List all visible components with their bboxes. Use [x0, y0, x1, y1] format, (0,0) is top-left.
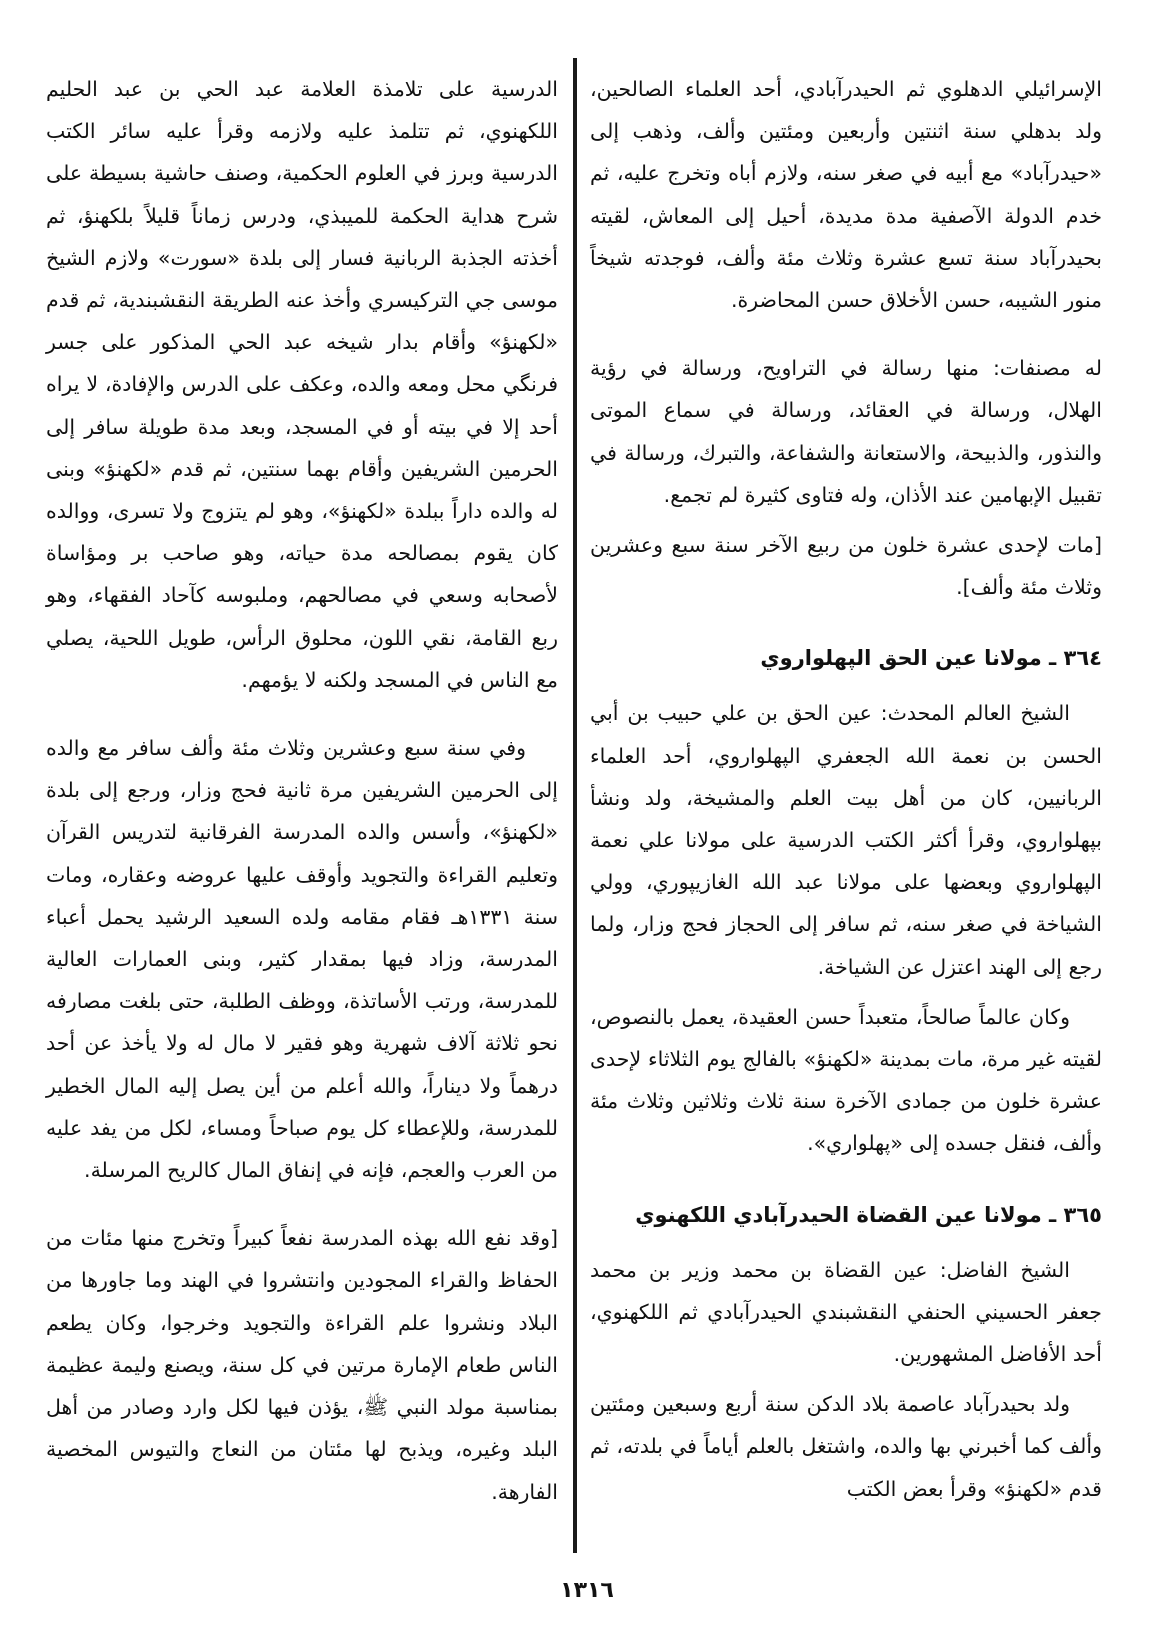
- paragraph: له مصنفات: منها رسالة في التراويح، ورسالة في رؤية الهلال، ورسالة في العقائد، ورسالة في سماع الموتى والنذور، والذبيحة، والاستعانة والشفاعة، والتبرك، ورسالة في تقبيل الإبهامين عند الأذان، وله فتاوى كثيرة لم تجمع.: [590, 356, 1102, 507]
- paragraph: الإسرائيلي الدهلوي ثم الحيدرآبادي، أحد العلماء الصالحين، ولد بدهلي سنة اثنتين وأربعين ومئتين وألف، وذهب إلى «حيدرآباد» مع أبيه في صغر سنه، ولازم أباه وتخرج عليه، ثم خدم الدولة الآصفية مدة مديدة، أحيل إلى المعاش، لقيته بحيدرآباد سنة تسع عشرة وثلاث مئة وألف، فوجدته شيخاً منور الشيبه، حسن الأخلاق حسن المحاضرة.: [590, 77, 1102, 313]
- paragraph: الشيخ الفاضل: عين القضاة بن محمد وزير بن محمد جعفر الحسيني الحنفي النقشبندي الحيدرآبادي ثم اللكهنوي، أحد الأفاضل المشهورين.: [590, 1257, 1102, 1367]
- column-divider: [573, 58, 577, 1553]
- page-number: ١٣١٦: [560, 1578, 614, 1603]
- paragraph: [وقد نفع الله بهذه المدرسة نفعاً كبيراً وتخرج منها مئات من الحفاظ والقراء المجودين وانتشروا في الهند وما جاورها من البلاد ونشروا علم القراءة والتجويد وخرجوا، وكان يطعم الناس طعام الإمارة مرتين في كل سنة، ويصنع وليمة عظيمة بمناسبة مولد النبي ﷺ، يؤذن فيها لكل وارد وصادر من أهل البلد وغيره، ويذبح لها مئتان من النعاج والتيوس المخصية الفارهة.: [46, 1226, 558, 1504]
- paragraph: وفي سنة سبع وعشرين وثلاث مئة وألف سافر مع والده إلى الحرمين الشريفين مرة ثانية فحج وزار، ورجع إلى بلدة «لكهنؤ»، وأسس والده المدرسة الفرقانية لتدريس القرآن وتعليم القراءة والتجويد وأوقف عليها عروضه وعقاره، ومات سنة ١٣٣١هـ فقام مقامه ولده السعيد الرشيد يحمل أعباء المدرسة، وزاد فيها بمقدار كثير، وبنى العمارات العالية للمدرسة، ورتب الأساتذة، ووظف الطلبة، حتى بلغت مصارفه نحو ثلاثة آلاف شهرية وهو فقير لا مال له ولا يأخذ عن أحد درهماً ولا ديناراً، والله أعلم من أين يصل إليه المال الخطير للمدرسة، وللإعطاء كل يوم صباحاً ومساء، لكل من يفد عليه من العرب والعجم، فإنه في إنفاق المال كالريح المرسلة.: [46, 736, 559, 1183]
- paragraph: [مات لإحدى عشرة خلون من ربيع الآخر سنة سبع وعشرين وثلاث مئة وألف].: [590, 533, 1102, 600]
- entry-heading: ٣٦٤ ـ مولانا عين الحق الپهلواروي: [760, 646, 1102, 671]
- left-column: [46, 68, 558, 1521]
- paragraph: وكان عالماً صالحاً، متعبداً حسن العقيدة، يعمل بالنصوص، لقيته غير مرة، مات بمدينة «لكهنؤ» بالفالج يوم الثلاثاء لإحدى عشرة خلون من جمادى الآخرة سنة ثلاث وثلاثين وثلاث مئة وألف، فنقل جسده إلى «پهلواري».: [590, 1004, 1102, 1156]
- paragraph: ولد بحيدرآباد عاصمة بلاد الدكن سنة أربع وسبعين ومئتين وألف كما أخبرني بها والده، واشتغل بالعلم أياماً في بلدته، ثم قدم «لكهنؤ» وقرأ بعض الكتب: [590, 1392, 1102, 1501]
- right-column: [590, 68, 1102, 1518]
- paragraph: الشيخ العالم المحدث: عين الحق بن علي حبيب بن أبي الحسن بن نعمة الله الجعفري الپهلواروي، أحد العلماء الربانيين، كان من أهل بيت العلم والمشيخة، ولد ونشأ بپهلواروي، وقرأ أكثر الكتب الدرسية على مولانا علي نعمة الپهلواروي وبعضها على مولانا عبد الله الغازيپوري، وولي الشياخة في صغر سنه، ثم سافر إلى الحجاز فحج وزار، ولما رجع إلى الهند اعتزل عن الشياخة.: [590, 701, 1102, 979]
- entry-heading: ٣٦٥ ـ مولانا عين القضاة الحيدرآبادي اللكهنوي: [635, 1202, 1102, 1227]
- paragraph: الدرسية على تلامذة العلامة عبد الحي بن عبد الحليم اللكهنوي، ثم تتلمذ عليه ولازمه وقرأ عليه سائر الكتب الدرسية وبرز في العلوم الحكمية، وصنف حاشية بسيطة على شرح هداية الحكمة للميبذي، ودرس زماناً قليلاً بلكهنؤ، ثم أخذته الجذبة الربانية فسار إلى بلدة «سورت» ولازم الشيخ موسى جي التركيسري وأخذ عنه الطريقة النقشبندية، ثم قدم «لكهنؤ» وأقام بدار شيخه عبد الحي المذكور على جسر فرنگي محل ومعه والده، وعكف على الدرس والإفادة، لا يراه أحد إلا في بيته أو في المسجد، وبعد مدة طويلة سافر إلى الحرمين الشريفين وأقام بهما سنتين، ثم قدم «لكهنؤ» وبنى له والده داراً ببلدة «لكهنؤ»، وهو لم يتزوج ولا تسرى، ووالده كان يقوم بمصالحه مدة حياته، وهو صاحب بر ومؤاساة لأصحابه وسعي في مصالحهم، وملبوسه كآحاد الفقهاء، وهو ربع القامة، نقي اللون، محلوق الرأس، طويل اللحية، يصلي مع الناس في المسجد ولكنه لا يؤمهم.: [46, 77, 558, 692]
